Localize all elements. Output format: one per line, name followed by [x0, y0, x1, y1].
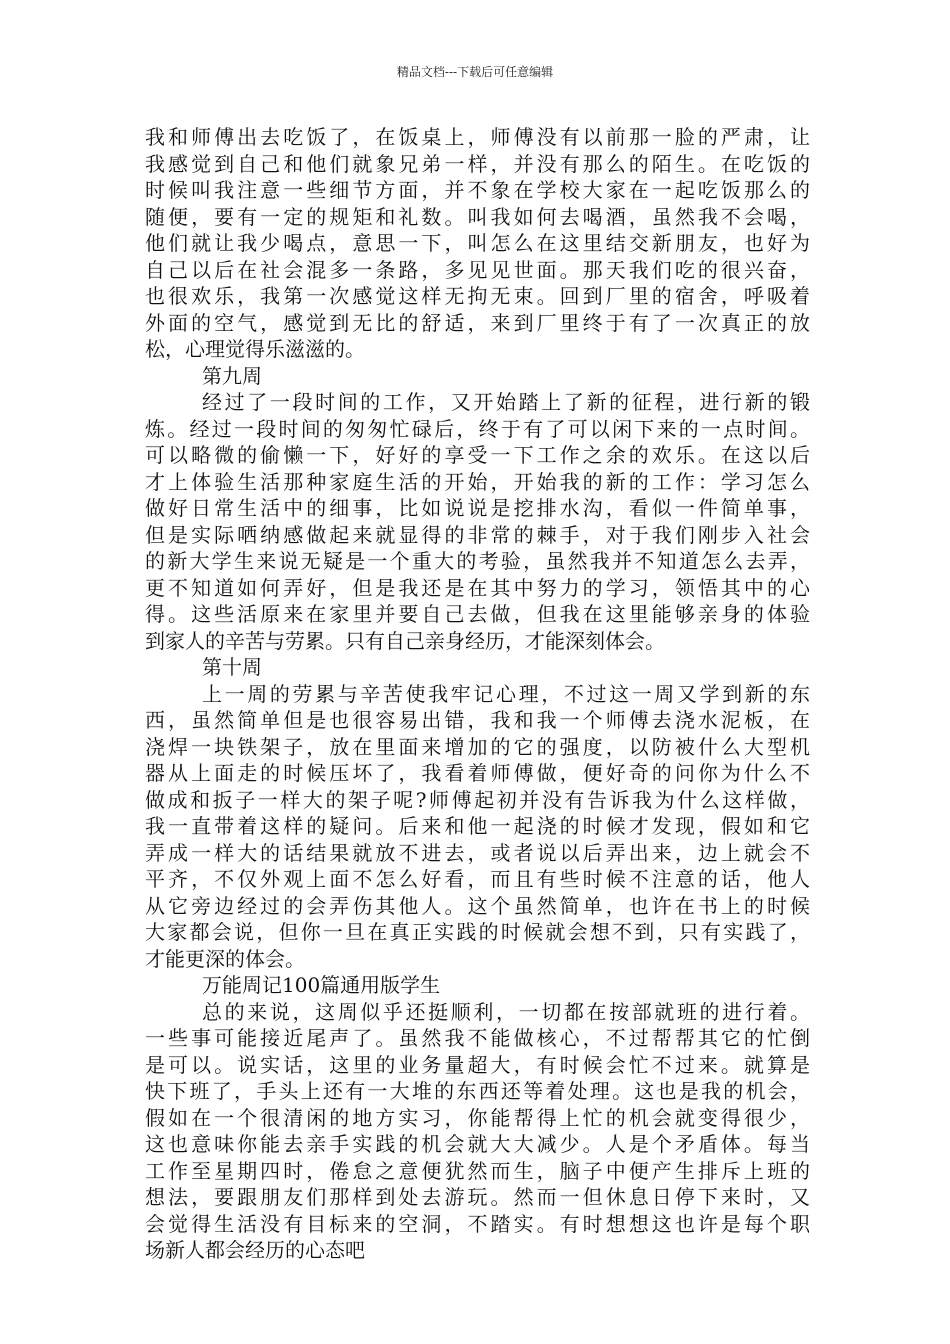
- text-line: 时候叫我注意一些细节方面，并不象在学校大家在一起吃饭那么的: [145, 178, 810, 202]
- text-line: 总的来说，这周似乎还挺顺利，一切都在按部就班的进行着。: [202, 999, 810, 1024]
- text-line: 万能周记100篇通用版学生: [202, 973, 441, 997]
- text-line: 外面的空气，感觉到无比的舒适，来到厂里终于有了一次真正的放: [145, 310, 810, 335]
- text-line: 的新大学生来说无疑是一个重大的考验，虽然我并不知道怎么去弄，: [145, 549, 810, 573]
- text-line: 快下班了，手头上还有一大堆的东西还等着处理。这也是我的机会，: [145, 1079, 810, 1103]
- text-line: 经过了一段时间的工作，又开始踏上了新的征程，进行新的锻: [202, 390, 810, 414]
- text-line: 假如在一个很清闲的地方实习，你能帮得上忙的机会就变得很少，: [145, 1105, 810, 1130]
- text-line: 我和师傅出去吃饭了，在饭桌上，师傅没有以前那一脸的严肃，让: [145, 125, 810, 149]
- text-line: 我感觉到自己和他们就象兄弟一样，并没有那么的陌生。在吃饭的: [145, 151, 810, 176]
- text-line: 自己以后在社会混多一条路，多见见世面。那天我们吃的很兴奋，: [145, 257, 810, 282]
- document-body: [145, 124, 810, 1264]
- text-line: 工作至星期四时，倦怠之意便犹然而生，脑子中便产生排斥上班的: [145, 1158, 810, 1183]
- text-line: 得。这些活原来在家里并要自己去做，但我在这里能够亲身的体验: [145, 602, 810, 626]
- text-line: 更不知道如何弄好，但是我还是在其中努力的学习，领悟其中的心: [145, 575, 810, 600]
- text-line: 平齐，不仅外观上面不怎么好看，而且有些时候不注意的话，他人: [145, 867, 810, 891]
- text-line: 一些事可能接近尾声了。虽然我不能做核心，不过帮帮其它的忙倒: [145, 1026, 810, 1050]
- text-line: 第十周: [202, 655, 262, 679]
- text-line: 做成和扳子一样大的架子呢?师傅起初并没有告诉我为什么这样做，: [145, 787, 810, 812]
- text-line: 这也意味你能去亲手实践的机会就大大减少。人是个矛盾体。每当: [145, 1132, 810, 1156]
- text-line: 西，虽然简单但是也很容易出错，我和我一个师傅去浇水泥板，在: [145, 708, 810, 732]
- text-line: 从它旁边经过的会弄伤其他人。这个虽然简单，也许在书上的时候: [145, 893, 810, 918]
- text-line: 也很欢乐，我第一次感觉这样无拘无束。回到厂里的宿舍，呼吸着: [145, 284, 810, 308]
- text-line: 是可以。说实话，这里的业务量超大，有时候会忙不过来。就算是: [145, 1052, 810, 1077]
- text-line: 想法，要跟朋友们那样到处去游玩。然而一但休息日停下来时，又: [145, 1185, 810, 1209]
- text-line: 做好日常生活中的细事，比如说说是挖排水沟，看似一件简单事，: [145, 496, 810, 520]
- text-line: 会觉得生活没有目标来的空洞，不踏实。有时想想这也许是每个职: [145, 1211, 810, 1236]
- text-line: 到家人的辛苦与劳累。只有自己亲身经历，才能深刻体会。: [145, 628, 665, 653]
- text-line: 松，心理觉得乐滋滋的。: [145, 337, 365, 361]
- text-line: 才能更深的体会。: [145, 946, 305, 971]
- text-line: 上一周的劳累与辛苦使我牢记心理，不过这一周又学到新的东: [202, 681, 810, 706]
- text-line: 但是实际哂纳感做起来就显得的非常的棘手，对于我们刚步入社会: [145, 522, 810, 547]
- text-line: 可以略微的偷懒一下，好好的享受一下工作之余的欢乐。在这以后: [145, 443, 810, 467]
- text-line: 大家都会说，但你一旦在真正实践的时候就会想不到，只有实践了，: [145, 920, 810, 944]
- text-line: 浇焊一块铁架子，放在里面来增加的它的强度，以防被什么大型机: [145, 734, 810, 759]
- page-header: 精品文档---下载后可任意编辑: [396, 65, 554, 79]
- text-line: 弄成一样大的话结果就放不进去，或者说以后弄出来，边上就会不: [145, 840, 810, 865]
- text-line: 第九周: [202, 363, 262, 388]
- text-line: 才上体验生活那种家庭生活的开始，开始我的新的工作：学习怎么: [145, 469, 810, 494]
- text-line: 炼。经过一段时间的匆匆忙碌后，终于有了可以闲下来的一点时间。: [145, 416, 810, 441]
- text-line: 器从上面走的时候压坏了，我看着师傅做，便好奇的问你为什么不: [145, 761, 810, 785]
- text-line: 我一直带着这样的疑问。后来和他一起浇的时候才发现，假如和它: [145, 814, 810, 838]
- text-line: 他们就让我少喝点，意思一下，叫怎么在这里结交新朋友，也好为: [145, 231, 810, 255]
- text-line: 场新人都会经历的心态吧: [145, 1238, 365, 1262]
- text-line: 随便，要有一定的规矩和礼数。叫我如何去喝酒，虽然我不会喝，: [145, 204, 810, 229]
